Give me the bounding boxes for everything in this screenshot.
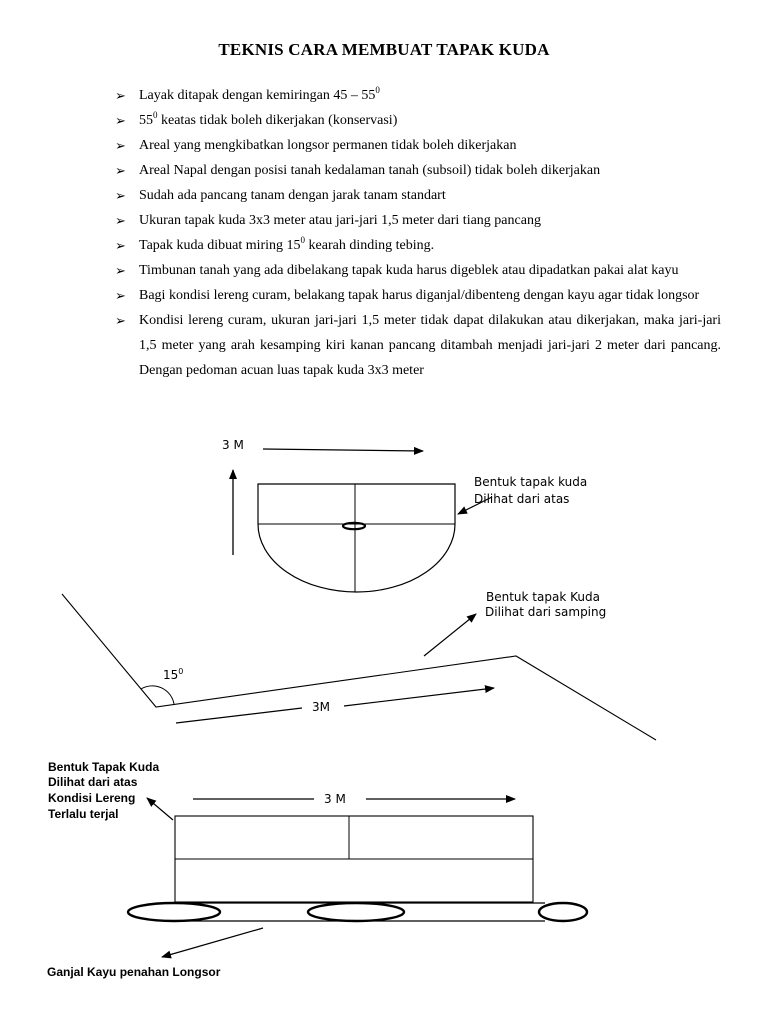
steep-view-caption-line4: Terlalu terjal [48, 807, 119, 821]
side-view-caption-line1: Bentuk tapak Kuda [486, 590, 600, 604]
list-item-text-tail: kearah dinding tebing. [305, 238, 435, 253]
top-view-caption-line1: Bentuk tapak kuda [474, 475, 588, 489]
side-view-dimension-arrow-right [344, 688, 494, 706]
steep-view-caption-line1: Bentuk Tapak Kuda [48, 760, 160, 774]
steep-view-caption-line3: Kondisi Lereng [48, 791, 136, 805]
side-view-dimension-arrow-left [176, 708, 302, 723]
superscript: 0 [375, 85, 380, 95]
top-view-diagram [222, 438, 587, 592]
arrow-bullet-icon: ➢ [115, 138, 126, 153]
angle-label: $15^0$ [163, 667, 184, 682]
list-item-text: Layak ditapak dengan kemiringan 45 – 55 [139, 88, 376, 103]
list-item-text: Bagi kondisi lereng curam, belakang tapak harus diganjal/dibenteng dengan kayu agar tidak longsor [139, 288, 700, 303]
list-item-text: Areal Napal dengan posisi tanah kedalaman tanah (subsoil) tidak boleh dikerjakan [139, 163, 601, 178]
steep-view-caption-pointer [147, 798, 173, 820]
log-end-left [128, 903, 220, 921]
horseshoe-top-outline [258, 484, 455, 592]
side-view-caption-pointer [424, 614, 476, 656]
superscript: 0 [153, 110, 158, 120]
steep-view-caption-line2: Dilihat dari atas [48, 775, 138, 789]
list-item-text-tail: keatas tidak boleh dikerjakan (konservasi) [157, 113, 398, 128]
arrow-bullet-icon: ➢ [115, 263, 126, 278]
arrow-bullet-icon: ➢ [115, 213, 126, 228]
side-view-caption-line2: Dilihat dari samping [485, 605, 607, 619]
list-item-text: 55 [139, 113, 153, 128]
bottom-caption-pointer [162, 928, 263, 957]
arrow-bullet-icon: ➢ [115, 313, 126, 328]
list-item-text: Areal yang mengkibatkan longsor permanen tidak boleh dikerjakan [139, 138, 517, 153]
stake-marker [343, 523, 365, 529]
top-view-dimension-label: 3 M [222, 438, 244, 452]
side-view-dimension-label: 3M [312, 700, 330, 714]
steep-view-dimension-label: 3 M [324, 792, 346, 806]
list-item-text: Sudah ada pancang tanam dengan jarak tanam standart [139, 188, 446, 203]
bottom-caption: Ganjal Kayu penahan Longsor [47, 965, 221, 979]
arrow-bullet-icon: ➢ [115, 288, 126, 303]
side-view-diagram [62, 590, 656, 740]
log-end-middle [308, 903, 404, 921]
arrow-bullet-icon: ➢ [115, 188, 126, 203]
arrow-bullet-icon: ➢ [115, 238, 126, 253]
arrow-bullet-icon: ➢ [115, 163, 126, 178]
arrow-bullet-icon: ➢ [115, 113, 126, 128]
document-title: TEKNIS CARA MEMBUAT TAPAK KUDA [218, 40, 550, 59]
list-item-text: Kondisi lereng curam, ukuran jari-jari 1,5 meter tidak dapat dilakukan atau dikerjakan, maka jari-jari 1,5 meter yang arah kesamping kiri kanan pancang ditambah menjadi jari-jari 2 meter dari pancang. Dengan pedoman acuan luas tapak kuda 3x3 meter [139, 313, 721, 378]
list-item-text: Ukuran tapak kuda 3x3 meter atau jari-jari 1,5 meter dari tiang pancang [139, 213, 541, 228]
list-item-text: Timbunan tanah yang ada dibelakang tapak kuda harus digeblek atau dipadatkan pakai alat kayu [139, 263, 679, 278]
steep-view-diagram [47, 760, 587, 979]
list-item-text: Tapak kuda dibuat miring 15 [139, 238, 301, 253]
top-view-caption-line2: Dilihat dari atas [474, 492, 570, 506]
top-view-width-arrow [263, 449, 423, 451]
arrow-bullet-icon: ➢ [115, 88, 126, 103]
log-end-right [539, 903, 587, 921]
superscript: 0 [300, 235, 306, 245]
